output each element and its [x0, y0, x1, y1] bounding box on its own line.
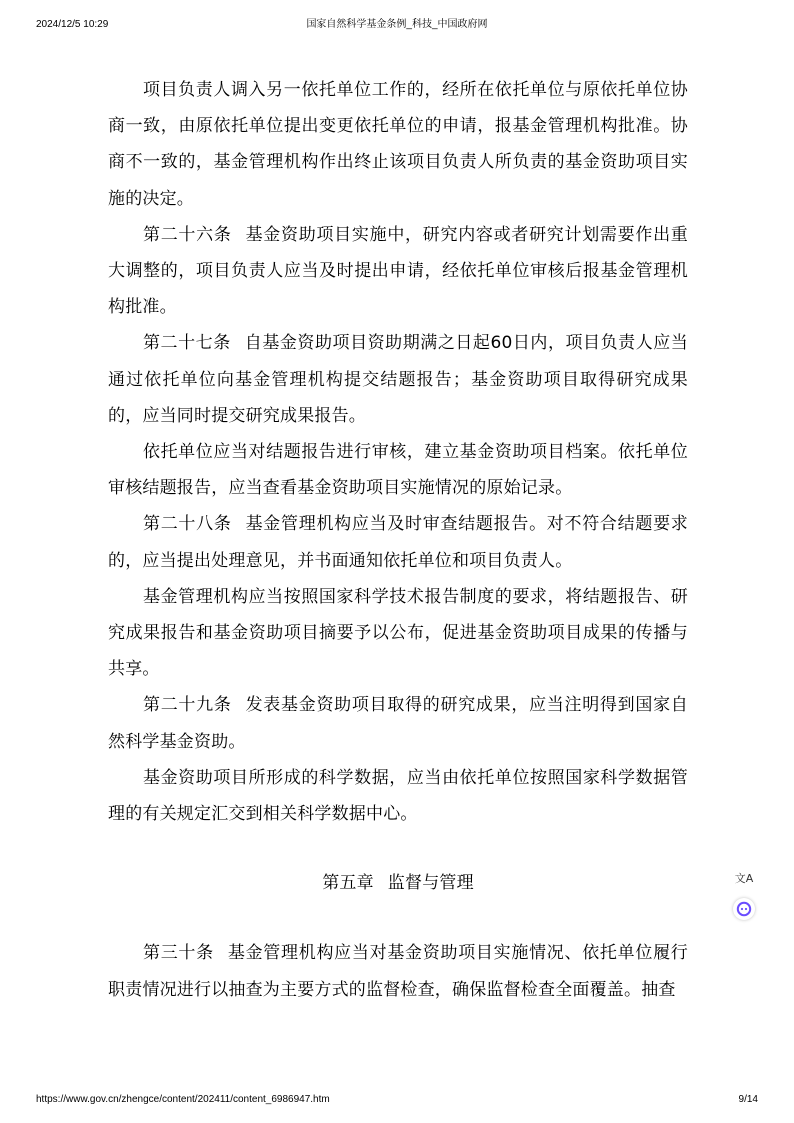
paragraph [108, 687, 688, 759]
paragraph-text: 发表基金资助项目取得的研究成果，应当注明得到国家自然科学基金资助。 [108, 695, 689, 752]
page-url: https://www.gov.cn/zhengce/content/202411/content_6986947.htm [36, 1094, 330, 1105]
article-number: 第二十九条 [143, 695, 232, 716]
paragraph-text: 基金管理机构应当按照国家科学技术报告制度的要求，将结题报告、研究成果报告和基金资助项目摘要予以公布，促进基金资助项目成果的传播与共享。 [108, 586, 688, 680]
article-number: 第三十条 [143, 943, 214, 964]
paragraph-text: 基金资助项目实施中，研究内容或者研究计划需要作出重大调整的，项目负责人应当及时提出申请，经依托单位审核后报基金管理机构批准。 [108, 224, 689, 318]
print-datetime: 2024/12/5 10:29 [36, 19, 109, 30]
paragraph-text: 基金资助项目所形成的科学数据，应当由依托单位按照国家科学数据管理的有关规定汇交到相关科学数据中心。 [108, 767, 688, 825]
paragraph-text: 依托单位应当对结题报告进行审核，建立基金资助项目档案。依托单位审核结题报告，应当查看基金资助项目实施情况的原始记录。 [108, 442, 688, 499]
chapter-title: 监督与管理 [387, 873, 474, 894]
paragraph [108, 760, 688, 832]
print-footer [36, 1093, 758, 1107]
paragraph [108, 72, 688, 217]
ai-assistant-icon[interactable] [733, 898, 755, 920]
translate-icon[interactable]: 文A [734, 872, 754, 885]
article-body [108, 72, 688, 1008]
floating-toolbar [731, 868, 757, 920]
chapter-heading [108, 865, 688, 901]
paragraph-text: 基金管理机构应当对基金资助项目实施情况、依托单位履行职责情况进行以抽查为主要方式的监督检查，确保监督检查全面覆盖。抽查 [108, 943, 688, 1000]
paragraph [108, 217, 688, 326]
paragraph [108, 434, 688, 506]
print-header [36, 18, 758, 32]
article-number: 第二十八条 [143, 514, 232, 535]
paragraph [108, 579, 688, 688]
paragraph-text: 基金管理机构应当及时审查结题报告。对不符合结题要求的，应当提出处理意见，并书面通知依托单位和项目负责人。 [108, 514, 689, 571]
page-number: 9/14 [738, 1094, 758, 1105]
paragraph [108, 506, 688, 578]
paragraph [108, 935, 688, 1007]
ai-assistant-glyph [736, 901, 752, 917]
paragraph [108, 325, 688, 434]
chapter-number: 第五章 [322, 873, 374, 894]
article-number: 第二十七条 [143, 333, 231, 354]
article-number: 第二十六条 [143, 224, 232, 245]
print-page-title: 国家自然科学基金条例_科技_中国政府网 [306, 19, 488, 30]
paragraph-text: 项目负责人调入另一依托单位工作的，经所在依托单位与原依托单位协商一致，由原依托单位提出变更依托单位的申请，报基金管理机构批准。协商不一致的，基金管理机构作出终止该项目负责人所负责的基金资助项目实施的决定。 [108, 80, 688, 209]
paragraph-text: 自基金资助项目资助期满之日起60日内，项目负责人应当通过依托单位向基金管理机构提交结题报告；基金资助项目取得研究成果的，应当同时提交研究成果报告。 [108, 333, 689, 426]
